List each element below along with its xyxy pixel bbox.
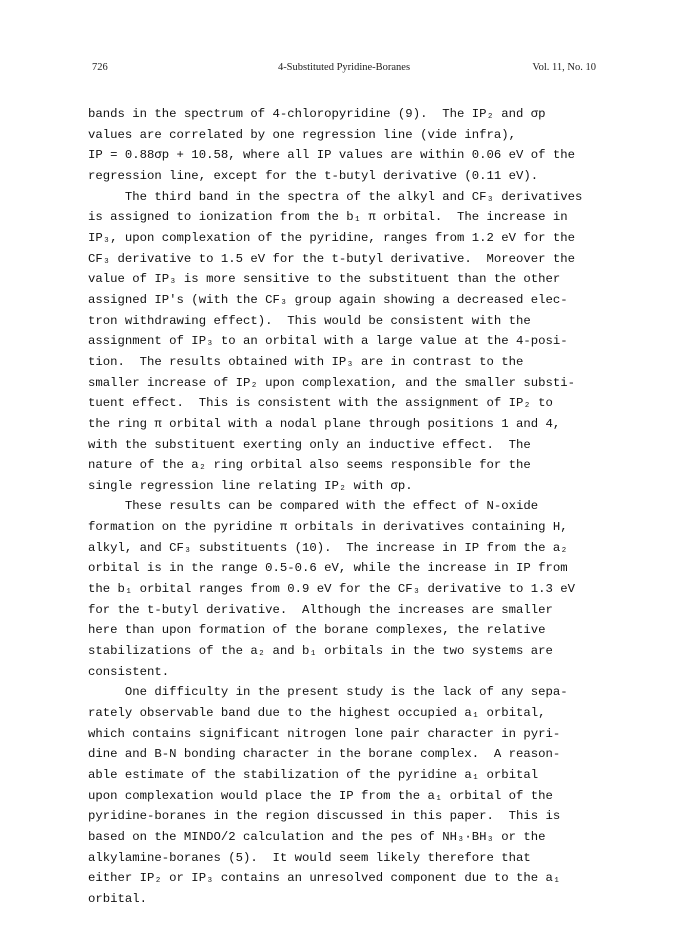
text-line: nature of the a₂ ring orbital also seems responsible for the (88, 458, 531, 473)
body-text (88, 104, 608, 910)
text-line: the b₁ orbital ranges from 0.9 eV for the CF₃ derivative to 1.3 eV (88, 582, 576, 597)
text-line: based on the MINDO/2 calculation and the pes of NH₃·BH₃ or the (88, 829, 546, 844)
text-line: assigned IP's (with the CF₃ group again showing a decreased elec- (88, 292, 568, 307)
text-line: The third band in the spectra of the alkyl and CF₃ derivatives (88, 189, 583, 204)
text-line: orbital is in the range 0.5-0.6 eV, while the increase in IP from (88, 561, 568, 576)
text-line: rately observable band due to the highest occupied a₁ orbital, (88, 706, 546, 721)
text-line: CF₃ derivative to 1.5 eV for the t-butyl derivative. Moreover the (88, 251, 576, 266)
text-line: stabilizations of the a₂ and b₁ orbitals in the two systems are (88, 644, 553, 659)
text-line: the ring π orbital with a nodal plane through positions 1 and 4, (88, 416, 561, 431)
text-line: value of IP₃ is more sensitive to the substituent than the other (88, 272, 561, 287)
text-line: which contains significant nitrogen lone pair character in pyri- (88, 726, 561, 741)
text-line: formation on the pyridine π orbitals in derivatives containing H, (88, 520, 568, 535)
text-line: tion. The results obtained with IP₃ are in contrast to the (88, 354, 524, 369)
text-line: bands in the spectrum of 4-chloropyridine (9). The IP₂ and σp (88, 107, 546, 121)
text-line: consistent. (88, 664, 170, 679)
text-line: values are correlated by one regression line (vide infra), (88, 127, 517, 142)
text-line: IP = 0.88σp + 10.58, where all IP values are within 0.06 eV of the (88, 148, 576, 163)
text-line: upon complexation would place the IP from the a₁ orbital of the (88, 788, 553, 803)
text-line: able estimate of the stabilization of the pyridine a₁ orbital (88, 768, 539, 782)
text-line: is assigned to ionization from the b₁ π orbital. The increase in (88, 210, 568, 225)
page-number: 726 (92, 62, 108, 73)
volume-info: Vol. 11, No. 10 (532, 62, 596, 73)
text-line: alkylamine-boranes (5). It would seem likely therefore that (88, 850, 531, 865)
text-line: orbital. (88, 891, 148, 906)
text-line: These results can be compared with the effect of N-oxide (88, 499, 539, 514)
text-line: single regression line relating IP₂ with σp. (88, 478, 413, 493)
text-line: dine and B-N bonding character in the borane complex. A reason- (88, 747, 561, 762)
text-line: tuent effect. This is consistent with the assignment of IP₂ to (88, 396, 553, 411)
text-line: pyridine-boranes in the region discussed in this paper. This is (88, 809, 561, 824)
text-line: IP₃, upon complexation of the pyridine, ranges from 1.2 eV for the (88, 230, 576, 245)
text-line: regression line, except for the t-butyl derivative (0.11 eV). (88, 168, 539, 183)
text-line: with the substituent exerting only an inductive effect. The (88, 437, 531, 452)
text-line: One difficulty in the present study is the lack of any sepa- (88, 685, 568, 700)
text-line: assignment of IP₃ to an orbital with a large value at the 4-posi- (88, 334, 568, 349)
text-line: here than upon formation of the borane complexes, the relative (88, 623, 546, 638)
page-header (92, 62, 596, 76)
text-line: alkyl, and CF₃ substituents (10). The increase in IP from the a₂ (88, 540, 568, 555)
text-line: for the t-butyl derivative. Although the increases are smaller (88, 602, 553, 617)
text-line: smaller increase of IP₂ upon complexation, and the smaller substi- (88, 375, 576, 390)
text-line: tron withdrawing effect). This would be consistent with the (88, 313, 531, 328)
running-title: 4-Substituted Pyridine-Boranes (277, 62, 411, 73)
text-line: either IP₂ or IP₃ contains an unresolved component due to the a₁ (88, 871, 561, 886)
